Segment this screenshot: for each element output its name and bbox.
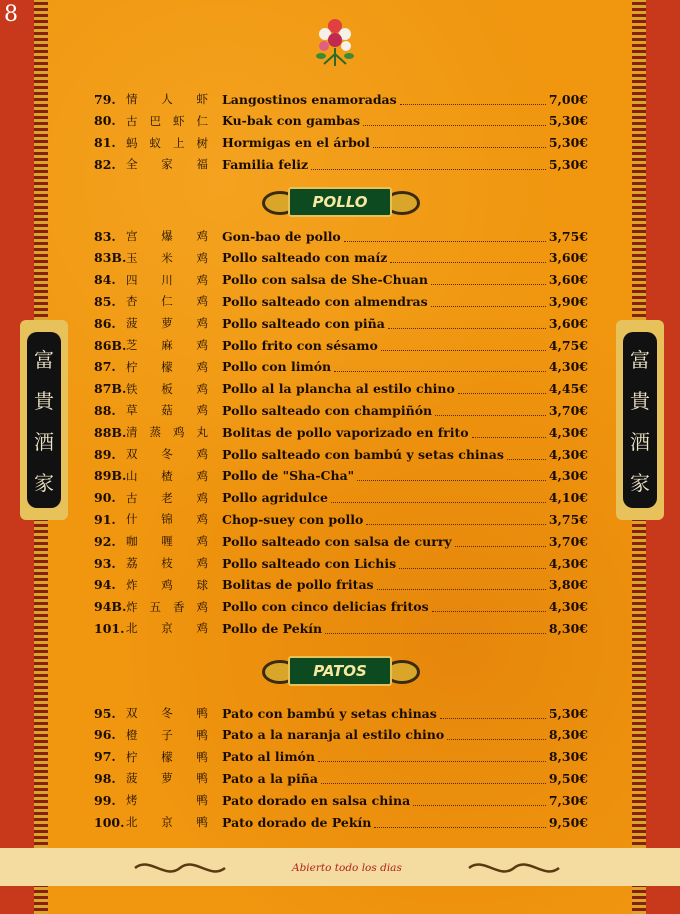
item-name: Ku-bak con gambas (222, 113, 361, 129)
item-price: 4,45€ (548, 381, 588, 397)
item-name: Pollo salteado con champiñón (222, 402, 433, 418)
chinese-char: 鸭 (196, 793, 208, 808)
dot-leader (373, 137, 546, 148)
chinese-char: 鸡 (196, 534, 208, 549)
scroll-ornament-icon (464, 856, 564, 880)
chinese-char: 仁 (196, 113, 208, 128)
dot-leader (344, 231, 546, 242)
menu-item (94, 400, 588, 420)
chinese-char: 蒸 (149, 425, 161, 440)
item-price: 4,30€ (548, 468, 588, 484)
chinese-char: 蚂 (126, 135, 138, 150)
chinese-char: 鸡 (196, 338, 208, 352)
chinese-char: 山 (126, 468, 138, 483)
chinese-char: 菇 (161, 403, 173, 418)
chinese-char: 鸡 (196, 403, 208, 418)
plaque-char: 富 (34, 348, 54, 372)
item-chinese-name (126, 814, 222, 830)
side-plaque-left (20, 320, 68, 520)
dot-leader (399, 558, 546, 569)
chinese-char: 鸭 (196, 749, 208, 764)
dot-leader (431, 296, 546, 307)
side-plaque-right (616, 320, 664, 520)
item-price: 3,90€ (548, 293, 588, 309)
chinese-char: 五 (149, 599, 161, 614)
item-chinese-name (126, 490, 222, 506)
dot-leader (325, 623, 546, 634)
menu-item (94, 357, 588, 377)
chinese-char: 鸡 (196, 316, 208, 331)
menu-item (94, 703, 588, 723)
chinese-char: 鸡 (196, 512, 208, 527)
item-chinese-name (126, 577, 222, 593)
chinese-char: 鸡 (173, 425, 185, 440)
chinese-char: 树 (196, 135, 208, 150)
dot-leader (432, 601, 546, 612)
chinese-char: 鸡 (196, 556, 208, 570)
item-number: 90. (94, 490, 116, 506)
item-chinese-name (126, 446, 222, 462)
chinese-char: 鸡 (196, 599, 208, 614)
chinese-char: 鸭 (196, 727, 208, 742)
item-name: Pato a la piña (222, 770, 318, 786)
item-name: Hormigas en el árbol (222, 135, 370, 151)
item-number: 86B. (94, 337, 127, 353)
item-number: 84. (94, 272, 116, 288)
chinese-char: 萝 (161, 771, 173, 786)
chinese-char: 古 (126, 113, 138, 128)
item-price: 5,30€ (548, 135, 588, 151)
item-chinese-name (126, 228, 222, 244)
menu-item (94, 226, 588, 246)
item-price: 3,70€ (548, 402, 588, 418)
dot-leader (318, 751, 546, 762)
plaque-text (27, 332, 61, 508)
item-name: Bolitas de pollo vaporizado en frito (222, 424, 469, 440)
chinese-char: 川 (161, 272, 173, 287)
item-number: 85. (94, 293, 116, 309)
item-price: 7,00€ (548, 91, 588, 107)
chinese-char: 仁 (161, 294, 173, 309)
chinese-char: 冬 (161, 706, 173, 720)
item-name: Chop-suey con pollo (222, 511, 364, 527)
item-price: 8,30€ (548, 727, 588, 743)
chinese-char: 菠 (126, 316, 138, 331)
dot-leader (455, 536, 546, 547)
dot-leader (366, 514, 546, 525)
menu-item (94, 531, 588, 551)
item-price: 3,60€ (548, 315, 588, 331)
plaque-char: 富 (630, 348, 650, 372)
item-price: 3,75€ (548, 228, 588, 244)
dot-leader (363, 115, 546, 126)
dot-leader (381, 340, 546, 351)
chinese-char: 四 (126, 272, 138, 287)
chinese-char: 鸡 (196, 447, 208, 461)
plaque-char: 家 (34, 471, 54, 495)
item-name: Pollo de "Sha-Cha" (222, 468, 355, 484)
item-price: 4,30€ (548, 446, 588, 462)
chinese-char: 鸭 (196, 815, 208, 829)
item-number: 87. (94, 359, 116, 375)
chinese-char: 鸡 (161, 577, 173, 592)
chinese-char: 炸 (126, 577, 138, 592)
menu-item (94, 466, 588, 486)
item-chinese-name (126, 468, 222, 484)
dot-leader (334, 361, 546, 372)
dot-leader (331, 492, 546, 503)
plaque-char: 酒 (630, 430, 650, 454)
menu-item (94, 725, 588, 745)
chinese-char: 鸡 (196, 294, 208, 309)
item-name: Pato con bambú y setas chinas (222, 705, 437, 721)
item-name: Pollo salteado con salsa de curry (222, 533, 452, 549)
plaque-char: 貴 (34, 389, 54, 413)
item-chinese-name (126, 156, 222, 172)
dot-leader (431, 274, 546, 285)
item-price: 3,70€ (548, 533, 588, 549)
dot-leader (390, 252, 546, 263)
chinese-char: 鸡 (196, 381, 208, 396)
item-chinese-name (126, 315, 222, 331)
chinese-char: 柠 (126, 749, 138, 764)
item-number: 93. (94, 555, 116, 571)
dot-leader (377, 579, 546, 590)
item-name: Bolitas de pollo fritas (222, 577, 374, 593)
item-price: 3,75€ (548, 511, 588, 527)
menu-item (94, 291, 588, 311)
item-name: Pollo con limón (222, 359, 332, 375)
dot-leader (447, 729, 546, 740)
item-name: Langostinos enamoradas (222, 91, 397, 107)
section-title: PATOS (288, 656, 392, 686)
item-chinese-name (126, 113, 222, 129)
item-name: Pollo salteado con bambú y setas chinas (222, 446, 504, 462)
chinese-char: 人 (161, 92, 173, 106)
section-banner-patos (262, 654, 414, 686)
chinese-char: 檬 (161, 749, 173, 764)
chinese-char: 清 (126, 425, 138, 440)
menu-item (94, 335, 588, 355)
item-chinese-name (126, 599, 222, 615)
item-number: 96. (94, 727, 116, 743)
chinese-char: 双 (126, 447, 138, 461)
item-chinese-name (126, 359, 222, 375)
item-name: Pollo frito con sésamo (222, 337, 378, 353)
chinese-char: 鸡 (196, 250, 208, 265)
item-chinese-name (126, 272, 222, 288)
plaque-char: 貴 (630, 389, 650, 413)
menu-item (94, 747, 588, 767)
chinese-char: 家 (161, 157, 173, 172)
item-number: 88. (94, 402, 116, 418)
item-name: Pollo agridulce (222, 490, 328, 506)
dot-leader (400, 94, 546, 105)
item-price: 3,80€ (548, 577, 588, 593)
item-number: 99. (94, 792, 116, 808)
menu-item (94, 133, 588, 153)
item-number: 92. (94, 533, 116, 549)
menu-item (94, 444, 588, 464)
chinese-char: 荔 (126, 556, 138, 570)
item-number: 97. (94, 749, 116, 765)
menu-item (94, 488, 588, 508)
menu-item (94, 89, 588, 109)
item-name: Pato dorado en salsa china (222, 792, 411, 808)
chinese-char: 鸡 (196, 621, 208, 636)
chinese-char: 巴 (149, 113, 161, 128)
item-number: 98. (94, 770, 116, 786)
menu-item (94, 768, 588, 788)
item-price: 8,30€ (548, 749, 588, 765)
item-name: Gon-bao de pollo (222, 228, 341, 244)
item-chinese-name (126, 533, 222, 549)
chinese-char: 杏 (126, 294, 138, 309)
item-chinese-name (126, 620, 222, 636)
chinese-char: 铁 (126, 381, 138, 396)
chinese-char: 炸 (126, 599, 138, 614)
chinese-char: 蚁 (149, 135, 161, 150)
dot-leader (440, 708, 546, 719)
chinese-char: 球 (196, 577, 208, 592)
dot-leader (311, 159, 546, 170)
item-chinese-name (126, 424, 222, 440)
chinese-char: 冬 (161, 447, 173, 461)
item-name: Pollo salteado con piña (222, 315, 385, 331)
item-name: Pollo con cinco delicias fritos (222, 599, 429, 615)
item-number: 81. (94, 135, 116, 151)
dot-leader (321, 773, 546, 784)
item-number: 82. (94, 156, 116, 172)
chinese-char: 萝 (161, 316, 173, 331)
item-price: 4,30€ (548, 599, 588, 615)
chinese-char: 古 (126, 490, 138, 505)
section-banner-pollo (262, 185, 414, 217)
chinese-char: 京 (161, 815, 173, 829)
item-price: 3,60€ (548, 250, 588, 266)
item-price: 4,75€ (548, 337, 588, 353)
item-name: Familia feliz (222, 156, 309, 172)
plaque-char: 家 (630, 471, 650, 495)
chinese-char: 京 (161, 621, 173, 636)
dot-leader (458, 383, 546, 394)
chinese-char: 鸡 (196, 272, 208, 287)
chinese-char: 鸭 (196, 706, 208, 720)
chinese-char: 什 (126, 512, 138, 527)
dot-leader (472, 427, 546, 438)
item-number: 101. (94, 620, 125, 636)
chinese-char: 香 (173, 599, 185, 614)
item-number: 94B. (94, 599, 127, 615)
item-number: 79. (94, 91, 116, 107)
menu-item (94, 812, 588, 832)
item-name: Pato dorado de Pekín (222, 814, 372, 830)
menu-item (94, 422, 588, 442)
scroll-ornament-icon (130, 856, 230, 880)
chinese-char: 老 (161, 490, 173, 505)
dot-leader (388, 318, 546, 329)
menu-item (94, 111, 588, 131)
dot-leader (413, 795, 546, 806)
menu-item (94, 154, 588, 174)
dot-leader (357, 470, 546, 481)
item-chinese-name (126, 250, 222, 266)
item-price: 7,30€ (548, 792, 588, 808)
item-chinese-name (126, 402, 222, 418)
chinese-char: 鸡 (196, 468, 208, 483)
item-number: 94. (94, 577, 116, 593)
item-price: 3,60€ (548, 272, 588, 288)
item-name: Pollo al la plancha al estilo chino (222, 381, 455, 397)
item-number: 91. (94, 511, 116, 527)
dot-leader (374, 817, 545, 828)
menu-item (94, 313, 588, 333)
item-name: Pollo de Pekín (222, 620, 323, 636)
menu-item (94, 790, 588, 810)
item-number: 100. (94, 814, 125, 830)
chinese-char: 鸡 (196, 359, 208, 374)
item-name: Pollo salteado con almendras (222, 293, 428, 309)
item-price: 4,10€ (548, 490, 588, 506)
menu-item (94, 509, 588, 529)
item-number: 88B. (94, 424, 127, 440)
menu-item (94, 553, 588, 573)
item-price: 4,30€ (548, 424, 588, 440)
item-chinese-name (126, 135, 222, 151)
chinese-char: 上 (173, 135, 185, 150)
chinese-char: 麻 (161, 338, 173, 352)
chinese-char: 草 (126, 403, 138, 418)
page-number: 8 (4, 2, 18, 27)
dot-leader (435, 405, 546, 416)
item-chinese-name (126, 792, 222, 808)
chinese-char: 锦 (161, 512, 173, 527)
item-name: Pollo salteado con Lichis (222, 555, 397, 571)
chinese-char: 鸭 (196, 771, 208, 786)
item-price: 8,30€ (548, 620, 588, 636)
chinese-char: 枝 (161, 556, 173, 570)
item-name: Pato a la naranja al estilo chino (222, 727, 445, 743)
chinese-char: 玉 (126, 250, 138, 265)
item-chinese-name (126, 91, 222, 107)
item-number: 83. (94, 228, 116, 244)
menu-item (94, 379, 588, 399)
item-price: 9,50€ (548, 814, 588, 830)
section-title: POLLO (288, 187, 392, 217)
item-price: 5,30€ (548, 156, 588, 172)
item-number: 89B. (94, 468, 127, 484)
flower-bouquet-icon (312, 14, 358, 70)
plaque-char: 酒 (34, 430, 54, 454)
chinese-char: 柠 (126, 359, 138, 374)
item-number: 86. (94, 315, 116, 331)
item-price: 4,30€ (548, 359, 588, 375)
item-chinese-name (126, 511, 222, 527)
chinese-char: 情 (126, 92, 138, 106)
item-number: 89. (94, 446, 116, 462)
chinese-char: 菠 (126, 771, 138, 786)
item-chinese-name (126, 555, 222, 571)
item-chinese-name (126, 770, 222, 786)
chinese-char: 虾 (173, 113, 185, 128)
chinese-char: 米 (161, 250, 173, 265)
chinese-char: 爆 (161, 229, 173, 243)
chinese-char: 虾 (196, 92, 208, 106)
item-name: Pato al limón (222, 749, 315, 765)
chinese-char: 鸡 (196, 229, 208, 243)
menu-item (94, 248, 588, 268)
menu-item (94, 270, 588, 290)
item-chinese-name (126, 337, 222, 353)
item-price: 5,30€ (548, 113, 588, 129)
chinese-char: 橙 (126, 727, 138, 742)
dot-leader (507, 449, 546, 460)
plaque-text (623, 332, 657, 508)
chinese-char: 鸡 (196, 490, 208, 505)
item-chinese-name (126, 293, 222, 309)
chinese-char: 宫 (126, 229, 138, 243)
menu-item (94, 575, 588, 595)
chinese-char: 全 (126, 157, 138, 172)
item-chinese-name (126, 381, 222, 397)
item-number: 95. (94, 705, 116, 721)
chinese-char: 子 (161, 727, 173, 742)
menu-item (94, 618, 588, 638)
chinese-char: 福 (196, 157, 208, 172)
item-number: 80. (94, 113, 116, 129)
chinese-char: 咖 (126, 534, 138, 549)
item-price: 4,30€ (548, 555, 588, 571)
chinese-char: 喱 (161, 534, 173, 549)
item-price: 9,50€ (548, 770, 588, 786)
chinese-char: 丸 (196, 425, 208, 440)
chinese-char: 北 (126, 621, 138, 636)
chinese-char: 芝 (126, 338, 138, 352)
menu-item (94, 597, 588, 617)
item-name: Pollo con salsa de She-Chuan (222, 272, 428, 288)
chinese-char: 板 (161, 381, 173, 396)
chinese-char: 檬 (161, 359, 173, 374)
item-number: 87B. (94, 381, 127, 397)
footer-text: Abierto todo los dias (292, 862, 402, 874)
item-name: Pollo salteado con maíz (222, 250, 388, 266)
item-price: 5,30€ (548, 705, 588, 721)
chinese-char: 双 (126, 706, 138, 720)
item-number: 83B. (94, 250, 127, 266)
chinese-char: 楂 (161, 468, 173, 483)
chinese-char: 烤 (126, 793, 138, 808)
chinese-char: 北 (126, 815, 138, 829)
